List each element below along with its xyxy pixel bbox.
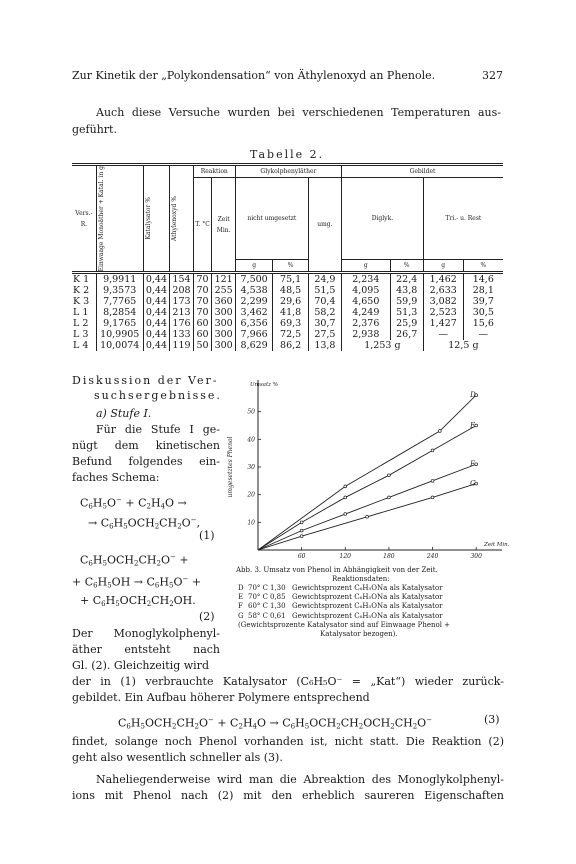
figure-caption-note-2: Katalysator bezogen).	[320, 630, 398, 638]
table-cell: 176	[170, 318, 193, 329]
legend-temp: 60° C	[248, 602, 268, 611]
header-pct: %	[390, 260, 423, 273]
legend-pct: 1,30	[270, 602, 286, 611]
y-tick-label: 30	[247, 464, 255, 471]
header-g: g	[341, 260, 390, 273]
table-cell: L 4	[72, 340, 96, 351]
figure-caption-title: Abb. 3. Umsatz von Phenol in Abhängigkeit von der Zeit.	[236, 566, 438, 574]
legend-pct: 0,85	[270, 593, 286, 602]
intro-line-1: Auch diese Versuche wurden bei verschiedenen Temperaturen aus-	[96, 106, 501, 119]
data-point	[438, 430, 441, 433]
figure-caption-note-1: (Gewichtsprozente Katalysator sind auf Einwaage Phenol +	[238, 621, 451, 629]
table-cell: 39,7	[472, 296, 494, 308]
x-tick-label: 120	[339, 553, 351, 560]
data-point	[431, 479, 434, 482]
table-cell: 3,082	[423, 296, 463, 307]
table-cell: 10,0074	[96, 340, 143, 351]
table-cell: 10,9905	[96, 329, 143, 340]
table-cell: 300	[212, 307, 235, 318]
table-title: Tabelle 2.	[250, 148, 325, 161]
table-cell: 133	[170, 329, 193, 340]
table-cell: K 3	[72, 296, 96, 307]
discussion-heading-1: Diskussion der Ver-	[72, 374, 219, 387]
header-einwaage: Einwaage Monoäther + Katal. in g	[97, 166, 105, 272]
table-cell: 9,1765	[96, 318, 143, 329]
table-cell: 6,356	[235, 318, 273, 329]
table-cell: 50	[193, 340, 212, 351]
table-cell: 0,44	[143, 273, 170, 286]
table-cell: 1,427	[423, 318, 463, 329]
full-line-5: Naheliegenderweise wird man die Abreaktion des Monoglykolphenyl-	[96, 773, 504, 786]
table-cell: 360	[212, 296, 235, 307]
table-cell: 2,376	[341, 318, 390, 329]
data-point	[431, 449, 434, 452]
table-cell: 70	[193, 285, 212, 296]
table-cell: 9,3573	[96, 285, 143, 296]
table-cell: 75,1	[273, 273, 308, 286]
table-cell: 8,629	[235, 340, 273, 351]
table-cell: K 2	[72, 285, 96, 296]
table-cell: 29,6	[273, 296, 308, 307]
table-cell: 208	[170, 285, 193, 296]
table-cell: 2,299	[235, 296, 273, 307]
legend-name: G	[238, 611, 244, 620]
table-cell: 4,249	[341, 307, 390, 318]
table-cell: 2,938	[341, 329, 390, 340]
p1-line-4: faches Schema:	[72, 471, 160, 484]
full-line-6: ions mit Phenol nach (2) mit den erheblich saureren Eigenschaften	[72, 789, 504, 802]
table-row	[72, 318, 503, 329]
legend-temp: 70° C	[248, 584, 268, 592]
header-g: g	[423, 260, 463, 273]
table-cell: 121	[212, 273, 235, 286]
series-label-e: E	[470, 421, 476, 430]
data-point	[344, 513, 347, 516]
table-cell: L 1	[72, 307, 96, 318]
table-cell: 0,44	[143, 340, 170, 351]
legend-row	[238, 584, 506, 593]
table-cell: 60	[193, 318, 212, 329]
table-cell: 48,5	[273, 285, 308, 296]
table-cell: 51,3	[390, 307, 423, 318]
p1-line-3: Befund folgendes ein-	[72, 455, 220, 468]
y-unit-label: Umsatz %	[250, 382, 279, 388]
table-cell: 22,4	[390, 273, 423, 286]
table-cell: 12,5 g	[448, 340, 479, 352]
series-line-f	[258, 464, 476, 550]
table-cell: 7,966	[235, 329, 273, 340]
table-cell: 7,7765	[96, 296, 143, 307]
table-cell: 0,44	[143, 285, 170, 296]
legend-temp: 58° C	[248, 611, 268, 620]
table-row	[72, 340, 503, 351]
table-cell: 70	[193, 273, 212, 286]
running-title: Zur Kinetik der „Polykondensation“ von Äthylenoxyd an Phenole.	[72, 69, 436, 82]
legend-name: D	[238, 584, 244, 592]
equation-2-line-2: + $C_6H_5OH \to C_6H_5O^-$ +	[72, 575, 202, 590]
data-point	[475, 463, 478, 466]
table-cell: L 2	[72, 318, 96, 329]
table-cell: 59,9	[390, 296, 423, 307]
table-cell: 300	[212, 318, 235, 329]
legend-desc: Gewichtsprozent C₆H₅ONa als Katalysator	[292, 602, 443, 611]
table-cell: 28,1	[472, 285, 494, 297]
table-cell: 41,8	[273, 307, 308, 318]
conversion-chart	[222, 372, 512, 564]
equation-2-line-1: $C_6H_5OCH_2CH_2O^-$ +	[80, 553, 189, 568]
header-glykol: Glykolphenyläther	[235, 165, 341, 178]
data-point	[366, 515, 369, 518]
series-line-e	[258, 426, 476, 551]
table-cell: 300	[212, 329, 235, 340]
table-cell: 51,5	[308, 285, 341, 296]
header-g: g	[235, 260, 273, 273]
legend-desc: Gewichtsprozent C₆H₅ONa als Katalysator	[292, 584, 443, 592]
header-temp: T. °C	[193, 178, 212, 273]
full-line-3: findet, solange noch Phenol vorhanden ist, nicht statt. Die Reaktion (2)	[72, 735, 504, 748]
data-table	[72, 163, 503, 351]
y-tick-label: 20	[247, 491, 255, 499]
equation-1-line-2: → $C_6H_5OCH_2CH_2O^-$,	[88, 516, 201, 531]
data-point	[300, 529, 303, 532]
y-tick-label: 10	[247, 519, 255, 527]
header-pct: %	[273, 260, 308, 273]
legend-row	[238, 593, 506, 602]
header-pct: %	[480, 262, 487, 270]
table-cell: 9,9911	[96, 273, 143, 286]
equation-1-line-1: $C_6H_5O^- + C_2H_4O$ →	[80, 496, 187, 511]
full-line-1: der in (1) verbrauchte Katalysator (C₆H₅O⁻ = „Kat“) wieder zurück-	[72, 675, 504, 688]
series-line-d	[258, 395, 476, 550]
table-cell: 4,095	[341, 285, 390, 296]
table-cell: 70	[193, 296, 212, 307]
after-eq-line-3: Gl. (2). Gleichzeitig wird	[72, 659, 209, 672]
table-cell: K 1	[72, 273, 96, 286]
table-cell: 2,523	[423, 307, 463, 318]
header-tri-rest: Tri.- u. Rest	[423, 178, 503, 260]
table-cell: 86,2	[273, 340, 308, 351]
p1-line-1: Für die Stufe I ge-	[96, 423, 220, 436]
table-cell: 15,6	[472, 318, 494, 330]
header-umg: umg.	[308, 178, 341, 273]
data-point	[344, 496, 347, 499]
legend-desc: Gewichtsprozent C₆H₅ONa als Katalysator	[292, 611, 443, 620]
table-cell: 154	[170, 273, 193, 286]
series-label-d: D	[470, 391, 476, 400]
table-cell: 213	[170, 307, 193, 318]
header-zeit: Zeit Min.	[212, 178, 235, 273]
series-label-f: F	[470, 460, 476, 469]
table-row	[72, 296, 503, 307]
legend-row	[238, 602, 506, 611]
legend-pct: 1,30	[270, 584, 286, 592]
data-point	[300, 535, 303, 538]
y-tick-label: 50	[247, 408, 255, 416]
header-reaktion: Reaktion	[193, 165, 235, 178]
table-cell: 0,44	[143, 307, 170, 318]
legend-pct: 0,61	[270, 611, 286, 620]
table-cell: 1,462	[423, 273, 463, 286]
table-row	[72, 307, 503, 318]
y-axis-label: umgesetztes Phenol	[227, 436, 234, 498]
intro-line-2: geführt.	[72, 123, 117, 136]
table-cell: 25,9	[390, 318, 423, 329]
table-cell: 69,3	[273, 318, 308, 329]
table-cell: 0,44	[143, 329, 170, 340]
data-point	[431, 496, 434, 499]
full-line-4: geht also wesentlich schneller als (3).	[72, 751, 283, 764]
table-cell: 2,234	[341, 273, 390, 286]
table-cell: 3,462	[235, 307, 273, 318]
table-cell: 300	[212, 340, 235, 351]
table-cell: 0,44	[143, 296, 170, 307]
x-unit-label: Zeit Min.	[484, 542, 510, 548]
legend-desc: Gewichtsprozent C₆H₅ONa als Katalysator	[292, 593, 443, 602]
subheading-stufe-1: a) Stufe I.	[96, 407, 152, 420]
equation-2-number: (2)	[199, 610, 215, 623]
equation-3-number: (3)	[484, 713, 500, 726]
table-cell: 14,6	[472, 274, 494, 286]
header-nicht-umgesetzt: nicht umgesetzt	[235, 178, 308, 260]
y-tick-label: 40	[247, 436, 255, 444]
page-number: 327	[482, 69, 503, 82]
table-cell: 30,5	[472, 307, 494, 319]
table-cell: 24,9	[308, 273, 341, 286]
table-cell: 4,650	[341, 296, 390, 307]
series-label-g: G	[470, 479, 476, 488]
table-cell: 173	[170, 296, 193, 307]
table-cell: 30,7	[308, 318, 341, 329]
x-tick-label: 180	[383, 553, 395, 560]
equation-1-number: (1)	[199, 529, 215, 542]
table-cell: 255	[212, 285, 235, 296]
table-cell: 119	[170, 340, 193, 351]
figure-legend	[238, 584, 506, 621]
x-tick-label: 240	[426, 553, 439, 560]
header-katalysator: Katalysator %	[144, 197, 152, 240]
equation-3: $C_6H_5OCH_2CH_2O^- + C_2H_4O \to C_6H_5OCH_2CH_2OCH_2CH_2O^-$	[118, 716, 433, 731]
discussion-heading-2: suchsergebnisse.	[94, 389, 222, 402]
full-line-2: gebildet. Ein Aufbau höherer Polymere entsprechend	[72, 691, 370, 704]
x-tick-label: 60	[297, 553, 306, 560]
table-cell: 7,500	[235, 273, 273, 286]
p1-line-2: nügt dem kinetischen	[72, 439, 220, 452]
table-row	[72, 273, 503, 286]
table-cell: 70,4	[308, 296, 341, 307]
table-cell: 8,2854	[96, 307, 143, 318]
table-row	[72, 285, 503, 296]
legend-row	[238, 612, 506, 621]
header-aethylenoxyd: Äthylenoxyd %	[171, 196, 179, 242]
legend-name: F	[238, 602, 243, 611]
table-cell: L 3	[72, 329, 96, 340]
table-cell: 4,538	[235, 285, 273, 296]
table-cell: 70	[193, 307, 212, 318]
after-eq-line-2: äther entsteht nach	[72, 643, 220, 656]
after-eq-line-1: Der Monoglykolphenyl-	[72, 627, 220, 640]
header-diglyk: Diglyk.	[341, 178, 423, 260]
table-cell: 72,5	[273, 329, 308, 340]
figure-caption-sub: Reaktionsdaten:	[332, 575, 390, 583]
table-cell: 1,253 g	[341, 340, 423, 351]
table-cell: 26,7	[390, 329, 423, 340]
data-point	[300, 521, 303, 524]
data-point	[388, 496, 391, 499]
table-cell: 0,44	[143, 318, 170, 329]
table-cell: 2,633	[423, 285, 463, 296]
table-cell: 13,8	[308, 340, 341, 351]
table-cell: 58,2	[308, 307, 341, 318]
table-cell: 43,8	[390, 285, 423, 296]
legend-temp: 70° C	[248, 593, 268, 602]
table-cell: 27,5	[308, 329, 341, 340]
table-cell: —	[478, 329, 489, 341]
table-cell: —	[423, 329, 463, 340]
header-vers: Vers.-R.	[72, 165, 96, 273]
legend-name: E	[238, 593, 244, 602]
table-row	[72, 329, 503, 340]
table-cell: 60	[193, 329, 212, 340]
header-gebildet: Gebildet	[341, 165, 503, 178]
x-tick-label: 300	[470, 553, 482, 560]
data-point	[344, 485, 347, 488]
data-point	[388, 474, 391, 477]
equation-2-line-3: + $C_6H_5OCH_2CH_2OH$.	[80, 594, 196, 608]
